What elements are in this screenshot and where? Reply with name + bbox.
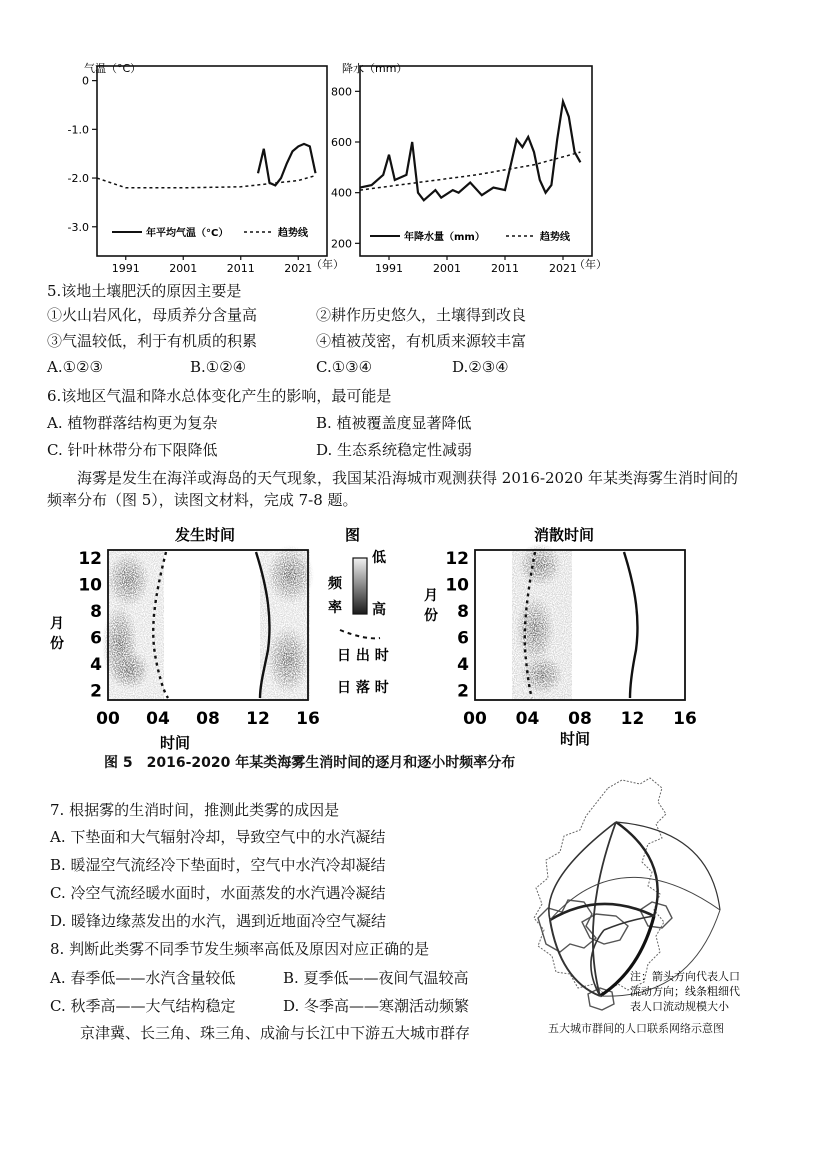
right-hour-tick: 08 (568, 709, 592, 729)
right-density-shading (512, 543, 572, 700)
month-label-1: 月 (50, 616, 64, 632)
right-month-tick: 2 (457, 681, 469, 702)
right-hour-tick: 00 (463, 709, 487, 729)
precip-series-line (360, 102, 580, 201)
right-x-label: 时间 (560, 730, 591, 748)
precip-xtick-label: 2011 (491, 262, 519, 275)
temp-ytick-label: -3.0 (67, 220, 89, 234)
intro-paragraph (47, 467, 777, 511)
q7-option-a: A. 下垫面和大气辐射冷却，导致空气中的水汽凝结 (50, 828, 386, 846)
left-hour-tick: 16 (296, 709, 320, 729)
flow-line-cy-east (550, 877, 720, 920)
precip-xtick-label: 1991 (375, 262, 403, 275)
precip-ytick-label: 600 (331, 136, 352, 149)
precip-legend-dash: 趋势线 (540, 232, 570, 243)
q7-stem: 7. 根据雾的生消时间，推测此类雾的成因是 (50, 801, 340, 819)
right-month-tick: 12 (445, 548, 469, 569)
q5-option-c: C.①③④ (316, 358, 373, 376)
temp-x-unit: （年） (311, 258, 344, 271)
precip-xtick-label: 2001 (433, 262, 461, 275)
temp-ytick-label: -1.0 (67, 123, 89, 137)
temp-xtick-label: 1991 (111, 262, 140, 275)
region-outline (534, 778, 666, 994)
q6-option-b: B. 植被覆盖度显著降低 (316, 414, 472, 432)
left-panel-title: 发生时间 (175, 526, 236, 544)
q8-option-a: A. 春季低——水汽含量较低 (50, 969, 236, 987)
temp-legend-dash: 趋势线 (278, 228, 308, 239)
intro-line-1: 海雾是发生在海洋或海岛的天气现象，我国某沿海城市观测获得 2016-2020 年某类海雾生消时间的 (77, 469, 738, 487)
legend-freq-2: 率 (328, 600, 342, 616)
right-month-label-1: 月 (424, 588, 438, 604)
temp-trend-line (97, 176, 316, 188)
right-month-tick: 10 (445, 575, 469, 596)
precip-legend-solid: 年降水量（mm） (404, 232, 485, 243)
legend-high: 高 (372, 602, 386, 618)
legend-freq-1: 频 (328, 576, 342, 592)
legend-sunrise-swatch (340, 630, 380, 638)
left-density-shading (102, 545, 314, 700)
left-hour-tick: 12 (246, 709, 270, 729)
temp-ylabel: 气温（°C） (84, 62, 142, 75)
left-month-tick: 4 (90, 655, 102, 676)
right-hour-tick: 04 (515, 709, 540, 729)
q8-option-b: B. 夏季低——夜间气温较高 (283, 969, 469, 987)
precip-ytick-label: 200 (331, 237, 352, 251)
map-note-1: 注：箭头方向代表人口 (630, 970, 740, 983)
left-hour-tick: 00 (96, 709, 120, 729)
left-month-tick: 2 (90, 681, 102, 702)
figure-5-caption: 图 5 2016-2020 年某类海雾生消时间的逐月和逐小时频率分布 (104, 755, 516, 771)
q7-option-d: D. 暖锋边缘蒸发出的水汽，遇到近地面冷空气凝结 (50, 912, 387, 930)
map-caption: 五大城市群间的人口联系网络示意图 (548, 1022, 724, 1035)
right-panel-frame (475, 550, 685, 700)
q6-option-c: C. 针叶林带分布下限降低 (47, 441, 218, 459)
q6-option-a: A. 植物群落结构更为复杂 (47, 414, 218, 432)
chengyu-outline (538, 900, 596, 952)
legend-low: 低 (372, 550, 386, 566)
precip-plot-frame (360, 66, 592, 256)
q6-option-d: D. 生态系统稳定性减弱 (316, 441, 473, 459)
right-month-tick: 4 (457, 655, 469, 676)
right-month-tick: 8 (457, 602, 469, 623)
map-note-2: 流动方向；线条粗细代 (630, 985, 740, 998)
intro-line-2: 频率分布（图 5），读图文材料，完成 7-8 题。 (47, 491, 358, 509)
q5-statement-3: ③气温较低，利于有机质的积累 (47, 332, 258, 350)
q8-option-c: C. 秋季高——大气结构稳定 (50, 997, 236, 1015)
right-sunset-line (624, 552, 638, 698)
temp-legend-solid: 年平均气温（°C） (146, 228, 229, 239)
q8-stem: 8. 判断此类雾不同季节发生频率高低及原因对应正确的是 (50, 940, 430, 958)
left-month-tick: 6 (90, 628, 102, 649)
right-hour-tick: 16 (673, 709, 697, 729)
q8-option-d: D. 冬季高——寒潮活动频繁 (283, 997, 470, 1015)
temp-ytick-label: 0 (82, 74, 89, 88)
left-month-tick: 12 (78, 548, 102, 569)
precip-xtick-label: 2021 (549, 262, 577, 275)
left-x-label: 时间 (160, 734, 191, 752)
q7-option-b: B. 暖湿空气流经冷下垫面时，空气中水汽冷却凝结 (50, 856, 386, 874)
left-month-tick: 10 (78, 575, 102, 596)
precip-ylabel: 降水（mm） (342, 62, 408, 75)
q5-statement-2: ②耕作历史悠久，土壤得到改良 (316, 306, 527, 324)
left-hour-tick: 08 (196, 709, 220, 729)
precip-ytick-label: 400 (331, 186, 352, 200)
legend-sunset: 日 落 时 (337, 680, 389, 696)
flow-line-jjj-zsj (593, 822, 616, 996)
left-hour-tick: 04 (146, 709, 170, 729)
temp-xtick-label: 2021 (284, 262, 313, 275)
legend-sunrise: 日 出 时 (337, 648, 389, 664)
q6-stem: 6.该地区气温和降水总体变化产生的影响，最可能是 (47, 387, 392, 405)
fog-frequency-figure (50, 520, 730, 750)
precip-x-unit: （年） (574, 258, 607, 271)
q7-option-c: C. 冷空气流经暖水面时，水面蒸发的水汽遇冷凝结 (50, 884, 386, 902)
legend-title: 图 (345, 526, 361, 544)
q5-option-d: D.②③④ (452, 358, 509, 376)
temp-ytick-label: -2.0 (67, 172, 89, 186)
left-month-tick: 8 (90, 602, 102, 623)
month-label-2: 份 (50, 636, 64, 652)
q5-stem: 5.该地土壤肥沃的原因主要是 (47, 282, 242, 300)
right-panel-title: 消散时间 (534, 526, 595, 544)
q5-option-a: A.①②③ (47, 358, 103, 376)
temp-xtick-label: 2011 (226, 262, 255, 275)
q5-statement-4: ④植被茂密，有机质来源较丰富 (316, 332, 527, 350)
temp-xtick-label: 2001 (169, 262, 198, 275)
right-hour-tick: 12 (620, 709, 645, 729)
city-cluster-network-map (520, 770, 790, 1020)
precip-ytick-label: 800 (331, 85, 352, 99)
legend-colorbar (353, 558, 367, 614)
map-note-3: 表人口流动规模大小 (630, 1000, 729, 1013)
q5-statement-1: ①火山岩风化，母质养分含量高 (47, 306, 258, 324)
next-paragraph-start: 京津冀、长三角、珠三角、成渝与长江中下游五大城市群存 (80, 1024, 471, 1042)
right-month-label-2: 份 (424, 608, 438, 624)
temp-series-line (258, 144, 316, 186)
precipitation-chart (330, 58, 605, 273)
right-month-tick: 6 (457, 628, 469, 649)
q5-option-b: B.①②④ (190, 358, 247, 376)
